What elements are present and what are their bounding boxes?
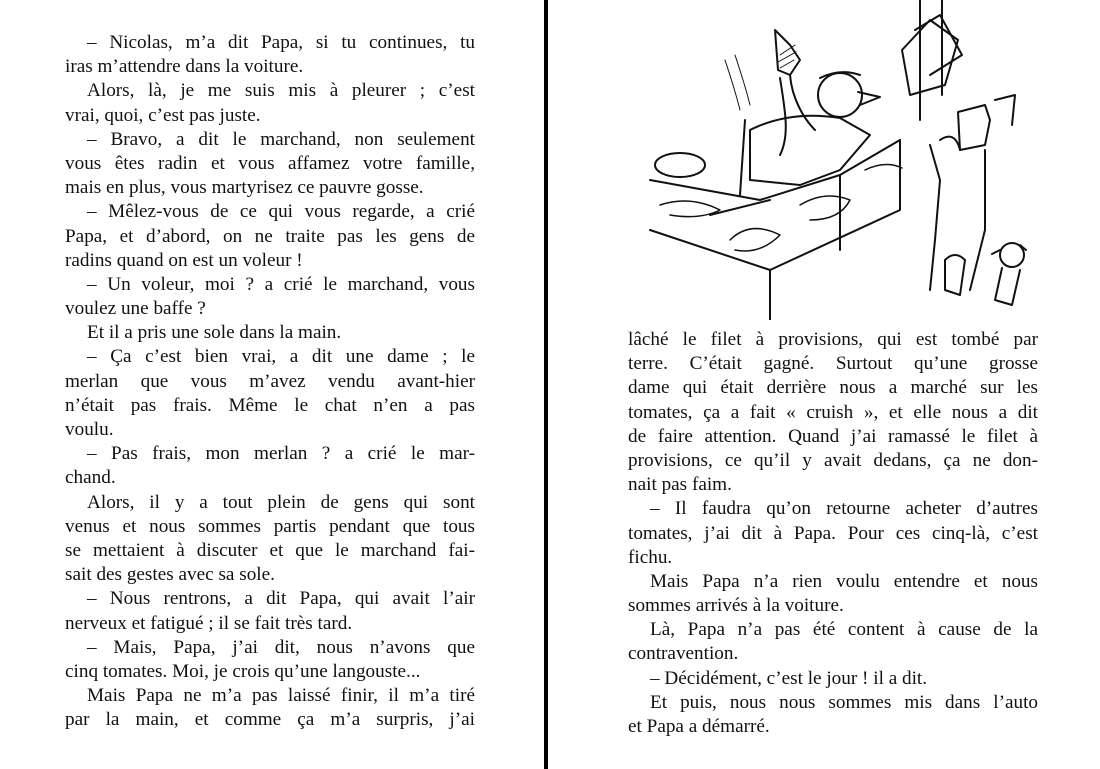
text-line: provisions, ce qu’il y avait dedans, ça ne don- [628,449,1038,471]
text-line: Papa, et d’abord, on ne traite pas les gens de [65,225,475,247]
text-line: Et il a pris une sole dans la main. [87,322,342,344]
text-line: n’était pas frais. Même le chat n’en a pas [65,394,475,416]
text-line: merlan que vous m’avez vendu avant-hier [65,370,475,392]
text-line: chand. [65,467,116,489]
text-line: iras m’attendre dans la voiture. [65,56,304,78]
text-line: – Mais, Papa, j’ai dit, nous n’avons que [87,636,475,658]
text-line: voulu. [65,419,114,440]
left-page [65,31,475,732]
right-page [628,328,1038,739]
text-line: – Décidément, c’est le jour ! il a dit. [650,667,928,689]
text-line: venus et nous sommes partis pendant que tous [65,515,475,537]
text-line: Là, Papa n’a pas été content à cause de la [650,619,1038,641]
text-line: – Nicolas, m’a dit Papa, si tu continues, tu [87,32,475,53]
text-line: contravention. [628,643,739,665]
text-line: par la main, et comme ça m’a surpris, j’ai [65,709,475,731]
pole-with-posters [902,0,962,120]
text-line: nait pas faim. [628,474,732,496]
fish-market-illustration [640,0,1040,320]
text-line: – Il faudra qu’on retourne acheter d’autres [650,498,1038,520]
text-line: Et puis, nous nous sommes mis dans l’auto [650,691,1038,713]
text-line: tomates, ça a fait « cruish », et elle nous a dit [628,401,1038,423]
text-line: mais en plus, vous martyrisez ce pauvre gosse. [65,177,424,199]
father-figure [930,95,1015,295]
text-line: – Bravo, a dit le marchand, non seulement [87,128,475,150]
text-line: – Nous rentrons, a dit Papa, qui avait l’air [87,588,475,610]
text-line: lâché le filet à provisions, qui est tombé par [628,329,1038,350]
text-line: de faire attention. Quand j’ai ramassé le filet à [628,425,1038,447]
nicolas-figure [992,243,1026,305]
text-line: cinq tomates. Moi, je crois qu’une langouste... [65,660,421,682]
text-line: sommes arrivés à la voiture. [628,595,844,617]
text-line: voulez une baffe ? [65,298,206,320]
text-line: – Mêlez-vous de ce qui vous regarde, a crié [87,201,475,223]
text-line: – Pas frais, mon merlan ? a crié le mar- [87,443,475,465]
text-line: tomates, j’ai dit à Papa. Pour ces cinq-là, c’est [628,522,1038,544]
text-line: nerveux et fatigué ; il se fait très tard. [65,612,353,634]
merchant-figure [725,30,880,195]
text-line: – Ça c’est bien vrai, a dit une dame ; le [87,346,475,368]
text-line: radins quand on est un voleur ! [65,249,303,271]
text-line: vrai, quoi, c’est pas juste. [65,104,261,126]
fish-stall [650,140,902,320]
text-line: se mettaient à discuter et que le marchand fai- [65,539,475,561]
text-line: Mais Papa n’a rien voulu entendre et nous [650,570,1038,592]
text-line: dame qui était derrière nous a marché sur les [628,377,1038,399]
text-line: sait des gestes avec sa sole. [65,564,275,586]
text-line: Alors, là, je me suis mis à pleurer ; c’est [87,80,475,102]
text-line: vous êtes radin et vous affamez votre famille, [65,152,475,174]
text-line: Alors, il y a tout plein de gens qui sont [87,491,475,513]
text-line: terre. C’était gagné. Surtout qu’une grosse [628,353,1038,375]
page-divider [544,0,548,769]
text-line: Mais Papa ne m’a pas laissé finir, il m’a tiré [87,685,475,707]
text-line: – Un voleur, moi ? a crié le marchand, vous [87,273,475,295]
text-line: fichu. [628,546,673,568]
text-line: et Papa a démarré. [628,716,770,737]
